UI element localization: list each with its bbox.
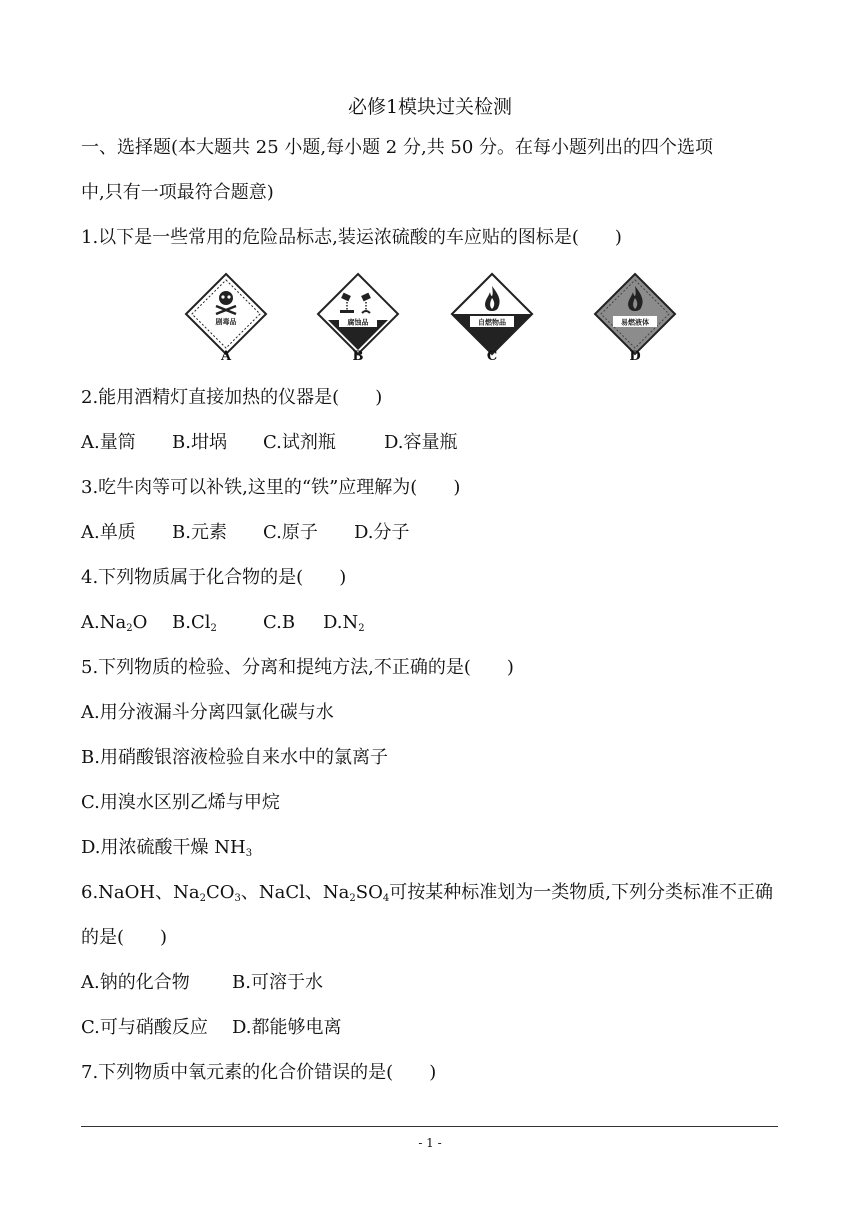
option-a: A.量筒 <box>81 432 136 453</box>
question-7-stem: 7.下列物质中氧元素的化合价错误的是( ) <box>81 1062 437 1083</box>
question-2-options <box>81 431 458 455</box>
sign-label-c: C <box>486 349 498 364</box>
question-6-stem-line2: 的是( ) <box>81 927 168 948</box>
option-d: D.都能够电离 <box>232 1017 342 1038</box>
option-c: C.可与硝酸反应 <box>81 1017 208 1038</box>
hazard-sign-d <box>593 272 677 356</box>
option-c: C.B <box>263 612 296 633</box>
question-4-options <box>81 611 365 641</box>
question-5-option-c: C.用溴水区别乙烯与甲烷 <box>81 792 280 813</box>
hazard-sign-c <box>450 272 534 356</box>
question-5-stem: 5.下列物质的检验、分离和提纯方法,不正确的是( ) <box>81 657 514 678</box>
option-a: A.钠的化合物 <box>81 972 190 993</box>
sign-label-a: A <box>220 349 232 364</box>
question-1-stem: 1.以下是一些常用的危险品标志,装运浓硫酸的车应贴的图标是( ) <box>81 227 622 248</box>
sign-text: 剧毒品 <box>215 318 237 326</box>
sign-label-d: D <box>629 349 641 364</box>
option-a: $A.Na_2O$ <box>81 612 148 634</box>
section-heading-line2: 中,只有一项最符合题意) <box>81 182 274 203</box>
option-b: B.可溶于水 <box>232 972 323 993</box>
page-number: - 1 - <box>418 1136 442 1150</box>
option-d: $D.N_2$ <box>323 612 365 634</box>
sign-text: 易燃液体 <box>621 318 649 327</box>
question-3-stem: 3.吃牛肉等可以补铁,这里的“铁”应理解为( ) <box>81 477 461 498</box>
footer-divider <box>81 1126 778 1127</box>
section-heading-line1: 一、选择题(本大题共 25 小题,每小题 2 分,共 50 分。在每小题列出的四个选项 <box>81 137 714 158</box>
option-d: D.分子 <box>354 522 410 543</box>
question-5-option-a: A.用分液漏斗分离四氯化碳与水 <box>81 702 334 723</box>
page-title: 必修1模块过关检测 <box>347 96 513 118</box>
option-b: B.元素 <box>172 522 227 543</box>
sign-text: 自燃物品 <box>478 318 506 327</box>
question-5-option-d: D.用浓硫酸干燥 $NH_3$ <box>81 837 253 859</box>
hazard-sign-b <box>316 272 400 356</box>
sign-label-b: B <box>352 349 364 364</box>
question-3-options <box>81 521 410 545</box>
option-d: D.容量瓶 <box>384 432 458 453</box>
hazard-sign-a <box>184 272 268 356</box>
question-6-options-row2 <box>81 1016 342 1040</box>
option-a: A.单质 <box>81 522 136 543</box>
option-b: B.坩埚 <box>172 432 227 453</box>
sign-text: 腐蚀品 <box>347 318 369 327</box>
option-c: C.原子 <box>263 522 318 543</box>
question-2-stem: 2.能用酒精灯直接加热的仪器是( ) <box>81 387 383 408</box>
option-b: $B.Cl_2$ <box>172 612 217 634</box>
question-4-stem: 4.下列物质属于化合物的是( ) <box>81 567 347 588</box>
question-5-option-b: B.用硝酸银溶液检验自来水中的氯离子 <box>81 747 388 768</box>
question-6-options-row1 <box>81 971 323 995</box>
question-6-stem: 6.NaOH、$Na_2CO_3$、NaCl、$Na_2SO_4$可按某种标准划为一类物质,下列分类标准不正确 <box>81 882 773 904</box>
option-c: C.试剂瓶 <box>263 432 336 453</box>
